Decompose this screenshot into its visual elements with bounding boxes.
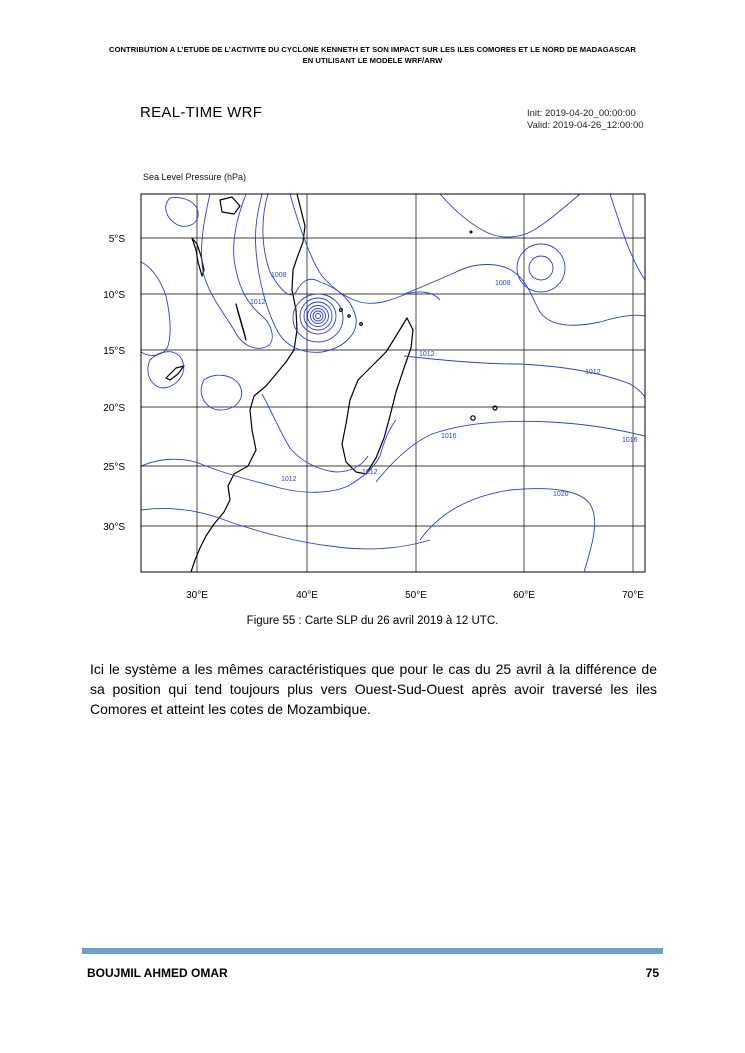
figure-caption: Figure 55 : Carte SLP du 26 avril 2019 à 12 UTC.: [246, 615, 499, 627]
body-paragraph: Ici le système a les mêmes caractéristiques que pour le cas du 25 avril à la différence de sa position qui tend toujours plus vers Ouest-Sud-Ouest après avoir traversé les iles Comores et atteint les cotes de Mozambique.: [90, 661, 657, 717]
slp-contours: [141, 194, 645, 572]
lake-malawi: [236, 304, 246, 340]
lat-label-20s: 20°S: [103, 403, 125, 414]
isobar-1020: [420, 489, 595, 572]
seychelles-dot: [470, 231, 472, 233]
isobar-1016-sw: [141, 509, 430, 549]
isobar-high-ne-inner: [529, 256, 553, 280]
isobar-far-east: [610, 194, 645, 280]
running-header-line2: EN UTILISANT LE MODELE WRF/ARW: [302, 56, 443, 65]
cyclone-isobar: [300, 298, 336, 334]
lat-label-25s: 25°S: [103, 462, 125, 473]
contour-label: 1020: [553, 491, 569, 498]
footer-rule: [82, 948, 663, 954]
contour-label: 1008: [495, 280, 511, 287]
lon-label-50e: 50°E: [405, 590, 427, 601]
valid-time: Valid: 2019-04-26_12:00:00: [527, 119, 644, 131]
contour-label: 1012: [281, 476, 297, 483]
cyclone-isobar: [313, 311, 323, 321]
isobar-1008-north: [404, 265, 645, 326]
isobar-1012-east: [404, 356, 645, 398]
isobar-loop-upper-left: [141, 262, 170, 355]
mayotte-island: [360, 323, 363, 326]
lon-label-60e: 60°E: [513, 590, 535, 601]
field-label: Sea Level Pressure (hPa): [143, 172, 247, 182]
isobar-1012-south: [141, 420, 396, 492]
isobar-1012-west: [202, 194, 273, 348]
lon-label-30e: 30°E: [186, 590, 208, 601]
lon-label-70e: 70°E: [622, 590, 644, 601]
contour-label: 1016: [441, 433, 457, 440]
lake-victoria: [220, 197, 240, 214]
isobar-1012-coast: [290, 194, 440, 303]
cyclone-isobar: [316, 314, 321, 319]
contour-label: 1012: [419, 351, 435, 358]
lake-kariba: [166, 366, 184, 380]
isobar-1012-interior: [262, 394, 368, 472]
lon-label-40e: 40°E: [296, 590, 318, 601]
lat-label-10s: 10°S: [103, 290, 125, 301]
reunion-island: [493, 406, 497, 410]
page-number: 75: [645, 966, 659, 980]
map-frame: [141, 194, 645, 572]
figure-title: REAL-TIME WRF: [140, 104, 263, 121]
mauritius-island: [471, 416, 475, 420]
footer-author: BOUJMIL AHMED OMAR: [87, 966, 228, 980]
madagascar-coast: [342, 318, 413, 474]
africa-coast: [191, 194, 305, 572]
contour-label: 1016: [622, 437, 638, 444]
isobar-upper-right: [440, 194, 580, 237]
contour-label: 1012: [362, 469, 378, 476]
isobar-loop-center-left: [201, 375, 242, 410]
map-grid: [141, 194, 645, 572]
contour-label: 1012: [585, 369, 601, 376]
lat-label-15s: 15°S: [103, 346, 125, 357]
isobar-loop-mid-left: [148, 352, 184, 388]
coastlines: [166, 194, 497, 572]
contour-label: 1008: [271, 272, 287, 279]
comoros-island-2: [348, 315, 350, 317]
cyclone-isobar: [304, 302, 332, 330]
lat-label-5s: 5°S: [108, 234, 125, 245]
init-time: Init: 2019-04-20_00:00:00: [527, 108, 636, 119]
running-header-line1: CONTRIBUTION A L’ETUDE DE L’ACTIVITE DU CYCLONE KENNETH ET SON IMPACT SUR LES ILES COMORES ET LE NORD DE MADAGASCAR: [109, 45, 636, 54]
lat-label-30s: 30°S: [103, 522, 125, 533]
isobar-loop-north: [166, 198, 198, 227]
contour-label: 1012: [250, 299, 266, 306]
